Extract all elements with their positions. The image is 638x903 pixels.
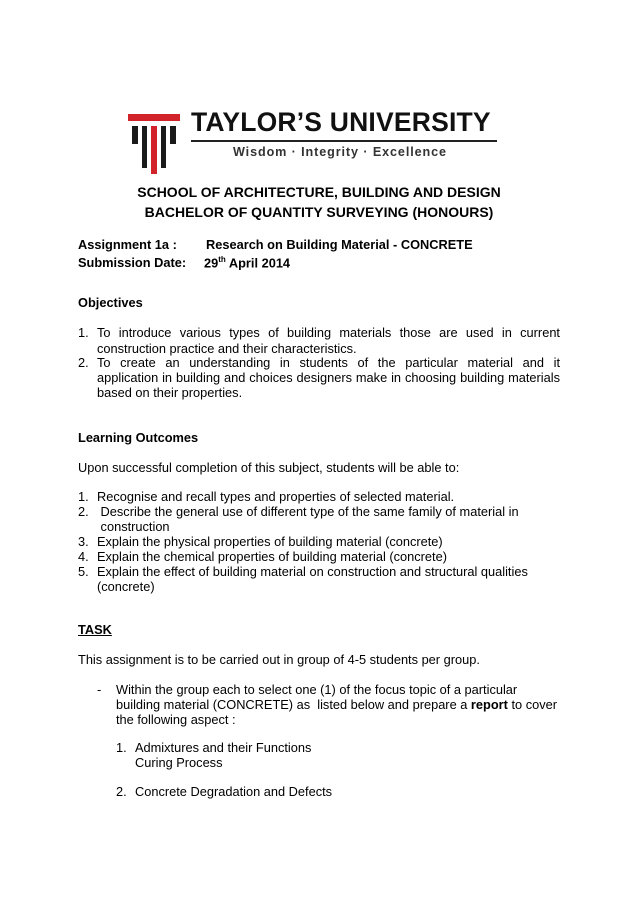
objective-2-line-2: application in building and choices designers make in choosing building materials [97, 370, 560, 385]
outcome-4-text: Explain the chemical properties of building material (concrete) [97, 549, 447, 564]
outcome-4-number: 4. [78, 549, 89, 564]
outcome-1-number: 1. [78, 489, 89, 504]
outcome-2-text-line-2: construction [97, 519, 170, 534]
topic-2-line-1: Concrete Degradation and Defects [135, 784, 333, 799]
topic-1-line-2: Curing Process [135, 755, 223, 770]
objective-2-line-3: based on their properties. [97, 385, 243, 400]
objective-1-number: 1. [78, 325, 89, 340]
objective-2-line-1: To create an understanding in students of the particular material and it [97, 355, 560, 370]
task-bullet-line-2: building material (CONCRETE) as listed below and prepare a report to cover [116, 697, 557, 712]
task-intro: This assignment is to be carried out in group of 4-5 students per group. [78, 652, 480, 667]
outcome-5-text: Explain the effect of building material on construction and structural qualities [97, 564, 528, 579]
outcome-2-number: 2. [78, 504, 89, 519]
objective-1-line-1: To introduce various types of building materials those are used in current [97, 325, 560, 340]
logo-divider [191, 140, 497, 142]
program-heading: BACHELOR OF QUANTITY SURVEYING (HONOURS) [144, 204, 494, 220]
objective-2-number: 2. [78, 355, 89, 370]
task-bullet-dash: - [97, 682, 102, 697]
school-heading: SCHOOL OF ARCHITECTURE, BUILDING AND DESIGN [137, 184, 501, 200]
assignment-label: Assignment 1a : [78, 237, 177, 252]
university-motto: Wisdom · Integrity · Excellence [233, 145, 447, 159]
task-bullet-line-3: the following aspect : [116, 712, 236, 727]
learning-outcomes-intro: Upon successful completion of this subject, students will be able to: [78, 460, 460, 475]
assignment-title: Research on Building Material - CONCRETE [206, 237, 473, 252]
outcome-3-text: Explain the physical properties of building material (concrete) [97, 534, 443, 549]
objectives-heading: Objectives [78, 295, 143, 310]
topic-2-number: 2. [116, 784, 127, 799]
university-logo [128, 108, 188, 174]
submission-date-label: Submission Date: [78, 255, 187, 270]
task-heading: TASK [78, 622, 112, 637]
outcome-5-number: 5. [78, 564, 89, 579]
university-name: TAYLOR’S UNIVERSITY [191, 107, 491, 137]
topic-1-line-1: Admixtures and their Functions [135, 740, 312, 755]
submission-date: 29th April 2014 [204, 255, 291, 271]
outcome-5-text-line-2: (concrete) [97, 579, 155, 594]
outcome-1-text: Recognise and recall types and properties of selected material. [97, 489, 455, 504]
learning-outcomes-heading: Learning Outcomes [78, 430, 199, 445]
objective-1-line-2: construction practice and their characteristics. [97, 341, 357, 356]
outcome-2-text: Describe the general use of different type of the same family of material in [97, 504, 519, 519]
report-emphasis: report [470, 697, 508, 712]
outcome-3-number: 3. [78, 534, 89, 549]
topic-1-number: 1. [116, 740, 127, 755]
task-bullet-line-1: Within the group each to select one (1) of the focus topic of a particular [116, 682, 518, 697]
